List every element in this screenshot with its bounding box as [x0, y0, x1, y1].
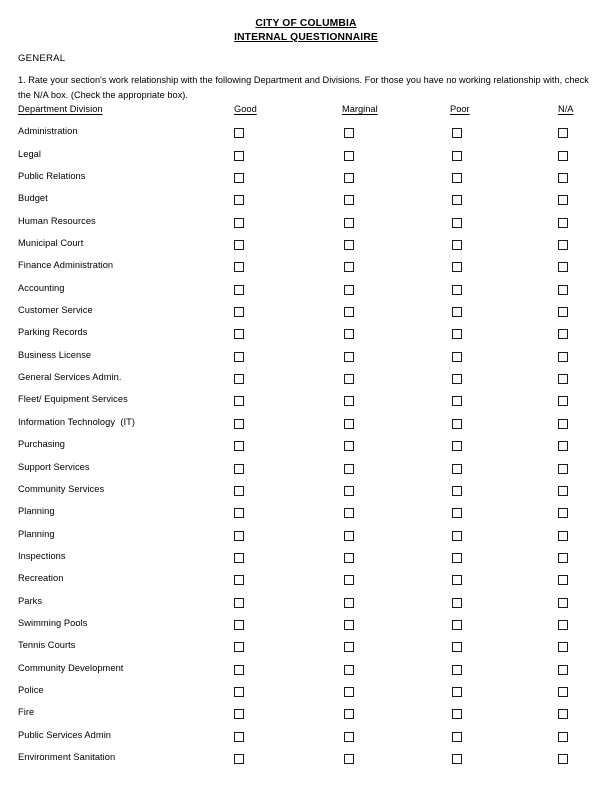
- table-row: [0, 462, 612, 484]
- checkbox-marginal[interactable]: [344, 754, 354, 764]
- table-row: [0, 216, 612, 238]
- table-row: [0, 171, 612, 193]
- table-row: [0, 663, 612, 685]
- checkbox-good[interactable]: [234, 531, 244, 541]
- table-row: [0, 506, 612, 528]
- checkbox-poor[interactable]: [452, 732, 462, 742]
- checkbox-good[interactable]: [234, 329, 244, 339]
- checkbox-na[interactable]: [558, 128, 568, 138]
- checkbox-na[interactable]: [558, 240, 568, 250]
- checkbox-good[interactable]: [234, 441, 244, 451]
- title-line-city: CITY OF COLUMBIA: [255, 18, 357, 29]
- table-row: [0, 752, 612, 774]
- checkbox-marginal[interactable]: [344, 419, 354, 429]
- column-header-good: Good: [234, 104, 257, 114]
- table-row: [0, 327, 612, 349]
- checkbox-marginal[interactable]: [344, 151, 354, 161]
- checkbox-good[interactable]: [234, 352, 244, 362]
- checkbox-na[interactable]: [558, 732, 568, 742]
- checkbox-marginal[interactable]: [344, 464, 354, 474]
- department-name: Community Services: [18, 483, 105, 494]
- checkbox-na[interactable]: [558, 508, 568, 518]
- checkbox-poor[interactable]: [452, 218, 462, 228]
- department-name: Accounting: [18, 282, 65, 293]
- checkbox-good[interactable]: [234, 128, 244, 138]
- column-header-na: N/A: [558, 104, 574, 114]
- checkbox-good[interactable]: [234, 307, 244, 317]
- checkbox-na[interactable]: [558, 173, 568, 183]
- table-row: [0, 707, 612, 729]
- checkbox-good[interactable]: [234, 195, 244, 205]
- checkbox-poor[interactable]: [452, 441, 462, 451]
- column-header-department-division: Department Division: [18, 104, 103, 114]
- checkbox-na[interactable]: [558, 285, 568, 295]
- checkbox-marginal[interactable]: [344, 218, 354, 228]
- checkbox-marginal[interactable]: [344, 486, 354, 496]
- checkbox-good[interactable]: [234, 151, 244, 161]
- checkbox-poor[interactable]: [452, 419, 462, 429]
- department-name: Public Relations: [18, 171, 86, 182]
- checkbox-na[interactable]: [558, 687, 568, 697]
- table-row: [0, 260, 612, 282]
- checkbox-good[interactable]: [234, 732, 244, 742]
- checkbox-na[interactable]: [558, 553, 568, 563]
- checkbox-good[interactable]: [234, 754, 244, 764]
- checkbox-na[interactable]: [558, 374, 568, 384]
- checkbox-poor[interactable]: [452, 151, 462, 161]
- checkbox-good[interactable]: [234, 620, 244, 630]
- checkbox-marginal[interactable]: [344, 531, 354, 541]
- department-name: Fire: [18, 707, 35, 718]
- checkbox-good[interactable]: [234, 598, 244, 608]
- table-row: [0, 640, 612, 662]
- checkbox-poor[interactable]: [452, 396, 462, 406]
- checkbox-poor[interactable]: [452, 553, 462, 563]
- checkbox-na[interactable]: [558, 262, 568, 272]
- checkbox-good[interactable]: [234, 419, 244, 429]
- department-name: Legal: [18, 148, 41, 159]
- table-row: [0, 618, 612, 640]
- checkbox-na[interactable]: [558, 329, 568, 339]
- checkbox-good[interactable]: [234, 642, 244, 652]
- checkbox-marginal[interactable]: [344, 262, 354, 272]
- checkbox-marginal[interactable]: [344, 396, 354, 406]
- checkbox-good[interactable]: [234, 173, 244, 183]
- checkbox-marginal[interactable]: [344, 195, 354, 205]
- checkbox-marginal[interactable]: [344, 598, 354, 608]
- column-header-marginal: Marginal: [342, 104, 378, 114]
- department-name: General Services Admin.: [18, 372, 122, 383]
- department-name: Swimming Pools: [18, 617, 88, 628]
- checkbox-na[interactable]: [558, 754, 568, 764]
- department-name: Inspections: [18, 550, 66, 561]
- checkbox-marginal[interactable]: [344, 732, 354, 742]
- department-name: Finance Administration: [18, 260, 114, 271]
- checkbox-poor[interactable]: [452, 508, 462, 518]
- checkbox-poor[interactable]: [452, 665, 462, 675]
- checkbox-poor[interactable]: [452, 598, 462, 608]
- checkbox-marginal[interactable]: [344, 575, 354, 585]
- department-name: Human Resources: [18, 215, 96, 226]
- checkbox-poor[interactable]: [452, 620, 462, 630]
- table-body: [0, 126, 612, 774]
- checkbox-na[interactable]: [558, 709, 568, 719]
- checkbox-good[interactable]: [234, 262, 244, 272]
- checkbox-marginal[interactable]: [344, 240, 354, 250]
- department-name: Tennis Courts: [18, 640, 76, 651]
- checkbox-marginal[interactable]: [344, 374, 354, 384]
- checkbox-poor[interactable]: [452, 374, 462, 384]
- checkbox-na[interactable]: [558, 486, 568, 496]
- instruction-text: 1. Rate your section's work relationship with the following Department and Divisions. For those you have no working relationship with, check the N/A box. (Check the appropriate box).: [18, 75, 589, 100]
- department-name: Fleet/ Equipment Services: [18, 394, 128, 405]
- table-row: [0, 596, 612, 618]
- checkbox-marginal[interactable]: [344, 508, 354, 518]
- checkbox-marginal[interactable]: [344, 553, 354, 563]
- table-row: [0, 305, 612, 327]
- checkbox-marginal[interactable]: [344, 620, 354, 630]
- section-heading-general: GENERAL: [18, 53, 66, 64]
- table-row: [0, 149, 612, 171]
- department-name: Parks: [18, 595, 43, 606]
- checkbox-poor[interactable]: [452, 687, 462, 697]
- table-row: [0, 394, 612, 416]
- table-row: [0, 730, 612, 752]
- checkbox-poor[interactable]: [452, 128, 462, 138]
- table-row: [0, 573, 612, 595]
- department-name: Community Development: [18, 662, 124, 673]
- department-name: Purchasing: [18, 439, 66, 450]
- checkbox-good[interactable]: [234, 396, 244, 406]
- checkbox-marginal[interactable]: [344, 642, 354, 652]
- checkbox-good[interactable]: [234, 374, 244, 384]
- department-name: Parking Records: [18, 327, 88, 338]
- checkbox-marginal[interactable]: [344, 307, 354, 317]
- checkbox-marginal[interactable]: [344, 128, 354, 138]
- checkbox-na[interactable]: [558, 665, 568, 675]
- document-title: [0, 17, 612, 44]
- checkbox-na[interactable]: [558, 218, 568, 228]
- checkbox-poor[interactable]: [452, 352, 462, 362]
- checkbox-good[interactable]: [234, 464, 244, 474]
- table-row: [0, 484, 612, 506]
- title-line-form: INTERNAL QUESTIONNAIRE: [234, 31, 378, 43]
- checkbox-poor[interactable]: [452, 464, 462, 474]
- department-name: Environment Sanitation: [18, 751, 116, 762]
- checkbox-marginal[interactable]: [344, 709, 354, 719]
- table-row: [0, 238, 612, 260]
- department-name: Planning: [18, 528, 55, 539]
- table-row: [0, 283, 612, 305]
- checkbox-poor[interactable]: [452, 285, 462, 295]
- department-name: Police: [18, 684, 44, 695]
- department-name: Support Services: [18, 461, 90, 472]
- checkbox-poor[interactable]: [452, 486, 462, 496]
- department-name: Recreation: [18, 573, 64, 584]
- checkbox-na[interactable]: [558, 307, 568, 317]
- checkbox-na[interactable]: [558, 620, 568, 630]
- checkbox-na[interactable]: [558, 151, 568, 161]
- department-name: Information Technology (IT): [18, 416, 135, 427]
- checkbox-good[interactable]: [234, 285, 244, 295]
- checkbox-na[interactable]: [558, 464, 568, 474]
- department-name: Planning: [18, 506, 55, 517]
- checkbox-poor[interactable]: [452, 709, 462, 719]
- checkbox-na[interactable]: [558, 441, 568, 451]
- checkbox-poor[interactable]: [452, 307, 462, 317]
- checkbox-good[interactable]: [234, 553, 244, 563]
- department-name: Customer Service: [18, 305, 93, 316]
- checkbox-poor[interactable]: [452, 240, 462, 250]
- table-row: [0, 529, 612, 551]
- department-name: Public Services Admin: [18, 729, 112, 740]
- checkbox-good[interactable]: [234, 665, 244, 675]
- checkbox-good[interactable]: [234, 240, 244, 250]
- checkbox-marginal[interactable]: [344, 285, 354, 295]
- table-header-row: [0, 104, 612, 126]
- checkbox-marginal[interactable]: [344, 441, 354, 451]
- department-name: Business License: [18, 349, 92, 360]
- table-row: [0, 417, 612, 439]
- table-row: [0, 685, 612, 707]
- checkbox-marginal[interactable]: [344, 665, 354, 675]
- department-name: Budget: [18, 193, 48, 204]
- checkbox-poor[interactable]: [452, 262, 462, 272]
- department-name: Municipal Court: [18, 238, 84, 249]
- table-row: [0, 193, 612, 215]
- checkbox-marginal[interactable]: [344, 329, 354, 339]
- checkbox-good[interactable]: [234, 218, 244, 228]
- department-rating-table: [0, 104, 612, 774]
- checkbox-na[interactable]: [558, 531, 568, 541]
- checkbox-na[interactable]: [558, 598, 568, 608]
- table-row: [0, 350, 612, 372]
- column-header-poor: Poor: [450, 104, 470, 114]
- checkbox-good[interactable]: [234, 575, 244, 585]
- checkbox-poor[interactable]: [452, 195, 462, 205]
- checkbox-poor[interactable]: [452, 531, 462, 541]
- checkbox-good[interactable]: [234, 709, 244, 719]
- checkbox-marginal[interactable]: [344, 687, 354, 697]
- checkbox-poor[interactable]: [452, 642, 462, 652]
- checkbox-marginal[interactable]: [344, 173, 354, 183]
- table-row: [0, 126, 612, 148]
- checkbox-poor[interactable]: [452, 329, 462, 339]
- checkbox-marginal[interactable]: [344, 352, 354, 362]
- checkbox-na[interactable]: [558, 396, 568, 406]
- table-row: [0, 439, 612, 461]
- checkbox-poor[interactable]: [452, 754, 462, 764]
- table-row: [0, 551, 612, 573]
- department-name: Administration: [18, 126, 78, 137]
- checkbox-good[interactable]: [234, 486, 244, 496]
- checkbox-poor[interactable]: [452, 575, 462, 585]
- checkbox-na[interactable]: [558, 575, 568, 585]
- checkbox-good[interactable]: [234, 508, 244, 518]
- checkbox-na[interactable]: [558, 642, 568, 652]
- checkbox-na[interactable]: [558, 195, 568, 205]
- checkbox-good[interactable]: [234, 687, 244, 697]
- table-row: [0, 372, 612, 394]
- checkbox-na[interactable]: [558, 352, 568, 362]
- checkbox-na[interactable]: [558, 419, 568, 429]
- checkbox-poor[interactable]: [452, 173, 462, 183]
